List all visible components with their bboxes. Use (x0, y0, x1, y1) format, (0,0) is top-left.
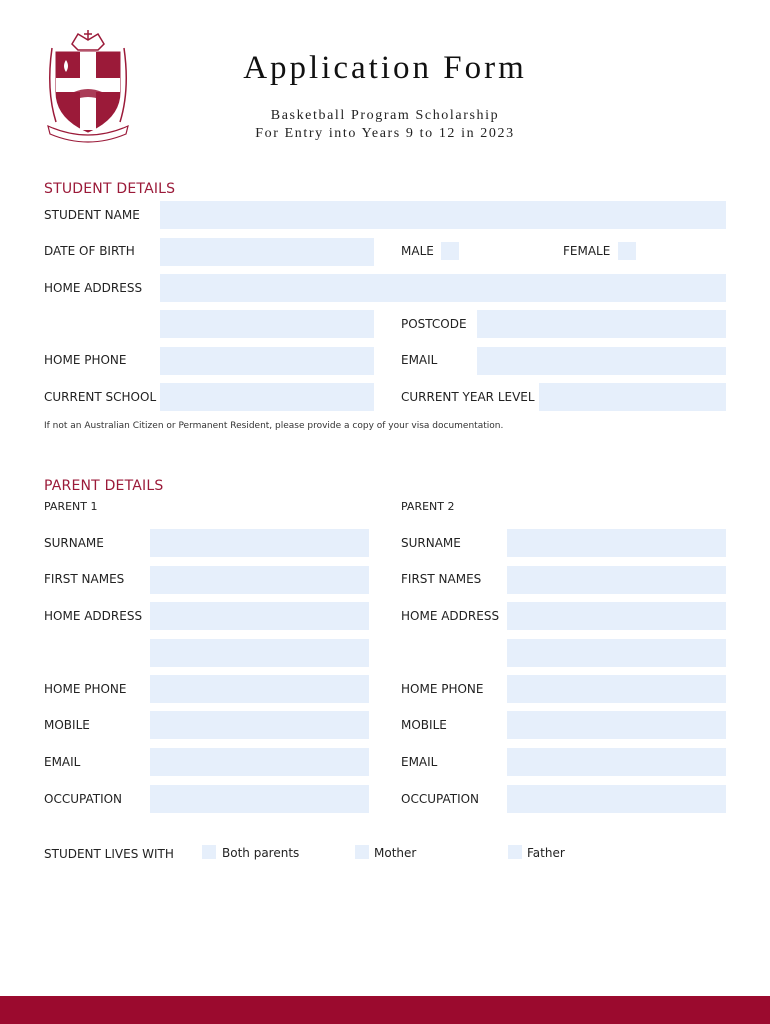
parent1-occupation-field[interactable] (150, 785, 369, 813)
home-address-label: HOME ADDRESS (44, 281, 143, 295)
parent1-first-names-field[interactable] (150, 566, 369, 594)
parent2-mobile-field[interactable] (507, 711, 726, 739)
parent1-mobile-field[interactable] (150, 711, 369, 739)
current-year-level-field[interactable] (539, 383, 726, 411)
current-year-level-label: CURRENT YEAR LEVEL (401, 390, 535, 404)
parent2-surname-label: SURNAME (401, 536, 461, 550)
parent1-home-address-line2-field[interactable] (150, 639, 369, 667)
home-address-line2-field[interactable] (160, 310, 374, 338)
parent2-home-address-line2-field[interactable] (507, 639, 726, 667)
parent1-home-address-label: HOME ADDRESS (44, 609, 143, 623)
parent2-occupation-label: OCCUPATION (401, 792, 480, 806)
dob-field[interactable] (160, 238, 374, 266)
parent2-first-names-label: FIRST NAMES (401, 572, 482, 586)
parent2-email-label: EMAIL (401, 755, 438, 769)
form-subtitle-line2: For Entry into Years 9 to 12 in 2023 (255, 126, 515, 141)
student-name-label: STUDENT NAME (44, 208, 140, 222)
parent1-home-phone-label: HOME PHONE (44, 682, 127, 696)
form-title: Application Form (243, 50, 527, 86)
both-parents-checkbox[interactable] (202, 845, 216, 859)
female-label: FEMALE (563, 244, 611, 258)
email-field[interactable] (477, 347, 726, 375)
parent2-surname-field[interactable] (507, 529, 726, 557)
home-address-field[interactable] (160, 274, 726, 302)
school-crest-logo (42, 30, 134, 148)
current-school-field[interactable] (160, 383, 374, 411)
mother-checkbox[interactable] (355, 845, 369, 859)
footer-bar (0, 996, 770, 1024)
parent2-email-field[interactable] (507, 748, 726, 776)
parent2-heading: PARENT 2 (401, 500, 455, 513)
current-school-label: CURRENT SCHOOL (44, 390, 157, 404)
parent1-heading: PARENT 1 (44, 500, 98, 513)
male-label: MALE (401, 244, 434, 258)
dob-label: DATE OF BIRTH (44, 244, 135, 258)
parent2-home-phone-label: HOME PHONE (401, 682, 484, 696)
parent2-home-address-field[interactable] (507, 602, 726, 630)
student-name-field[interactable] (160, 201, 726, 229)
postcode-label: POSTCODE (401, 317, 467, 331)
parent1-surname-field[interactable] (150, 529, 369, 557)
email-label: EMAIL (401, 353, 438, 367)
father-checkbox[interactable] (508, 845, 522, 859)
parent2-first-names-field[interactable] (507, 566, 726, 594)
father-label: Father (527, 846, 565, 860)
postcode-field[interactable] (477, 310, 726, 338)
parent2-mobile-label: MOBILE (401, 718, 447, 732)
parent-details-heading: PARENT DETAILS (44, 478, 164, 494)
mother-label: Mother (374, 846, 417, 860)
parent1-email-label: EMAIL (44, 755, 81, 769)
female-checkbox[interactable] (618, 242, 636, 260)
home-phone-field[interactable] (160, 347, 374, 375)
visa-note: If not an Australian Citizen or Permanent Resident, please provide a copy of your visa documentation. (44, 421, 504, 431)
home-phone-label: HOME PHONE (44, 353, 127, 367)
student-lives-with-label: STUDENT LIVES WITH (44, 847, 174, 861)
parent1-home-phone-field[interactable] (150, 675, 369, 703)
parent1-email-field[interactable] (150, 748, 369, 776)
parent2-home-phone-field[interactable] (507, 675, 726, 703)
student-details-heading: STUDENT DETAILS (44, 181, 176, 197)
parent1-first-names-label: FIRST NAMES (44, 572, 125, 586)
male-checkbox[interactable] (441, 242, 459, 260)
parent1-home-address-field[interactable] (150, 602, 369, 630)
parent1-surname-label: SURNAME (44, 536, 104, 550)
parent2-home-address-label: HOME ADDRESS (401, 609, 500, 623)
both-parents-label: Both parents (222, 846, 300, 860)
form-subtitle-line1: Basketball Program Scholarship (270, 108, 500, 123)
parent2-occupation-field[interactable] (507, 785, 726, 813)
parent1-mobile-label: MOBILE (44, 718, 90, 732)
parent1-occupation-label: OCCUPATION (44, 792, 123, 806)
